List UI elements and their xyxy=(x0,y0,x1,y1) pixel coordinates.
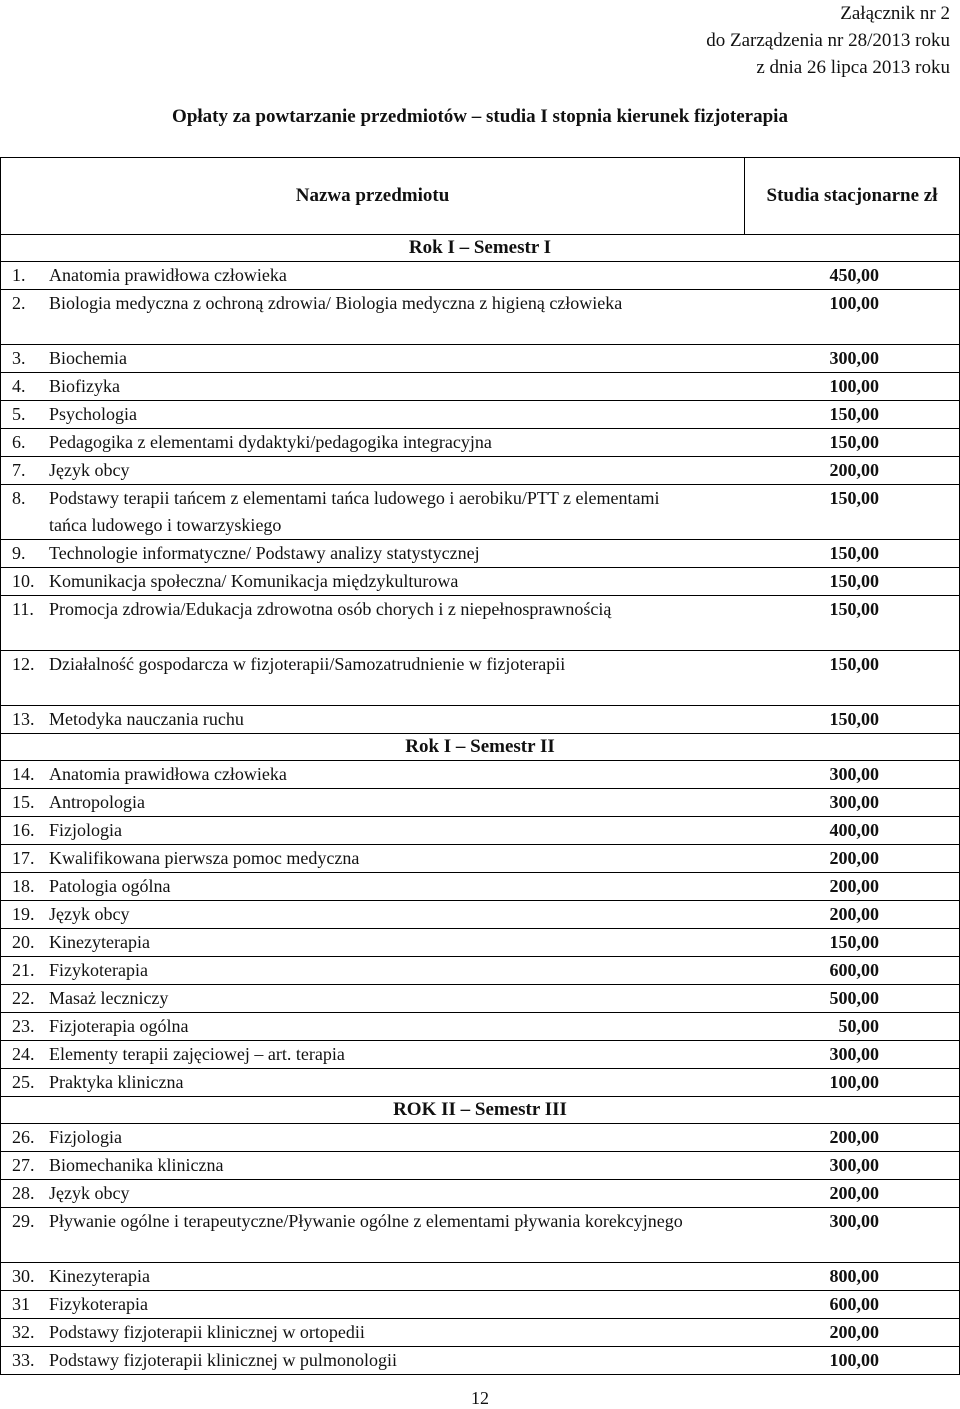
subject-cell xyxy=(1,1069,960,1097)
subject-fee: 150,00 xyxy=(829,709,879,729)
subject-fee: 50,00 xyxy=(838,1016,879,1036)
subject-name: Patologia ogólna xyxy=(49,876,171,896)
subject-fee: 300,00 xyxy=(829,348,879,368)
subject-number: 32. xyxy=(12,1322,35,1342)
subject-number: 24. xyxy=(12,1044,35,1064)
subject-fee: 300,00 xyxy=(829,1044,879,1064)
subject-cell xyxy=(1,873,960,901)
subject-name: Język obcy xyxy=(49,904,130,924)
subject-fee: 300,00 xyxy=(829,764,879,784)
table-row xyxy=(1,457,960,485)
section-title: ROK II – Semestr III xyxy=(1,1097,960,1124)
subject-fee: 200,00 xyxy=(829,848,879,868)
subject-cell xyxy=(1,429,960,457)
subject-fee: 200,00 xyxy=(829,460,879,480)
subject-fee: 100,00 xyxy=(829,1350,879,1370)
subject-number: 13. xyxy=(12,709,35,729)
subject-number: 21. xyxy=(12,960,35,980)
subject-number: 10. xyxy=(12,571,35,591)
subject-fee: 600,00 xyxy=(829,1294,879,1314)
column-header-fee: Studia stacjonarne zł xyxy=(745,158,960,235)
subject-number: 33. xyxy=(12,1350,35,1370)
subject-number: 12. xyxy=(12,654,35,674)
subject-name: Podstawy fizjoterapii klinicznej w pulmonologii xyxy=(49,1350,397,1370)
table-row xyxy=(1,1263,960,1291)
subject-name: Antropologia xyxy=(49,792,145,812)
table-row xyxy=(1,1180,960,1208)
subject-name: Pedagogika z elementami dydaktyki/pedagogika integracyjna xyxy=(49,432,492,452)
subject-cell xyxy=(1,845,960,873)
subject-number: 26. xyxy=(12,1127,35,1147)
section-header-row xyxy=(1,235,960,262)
subject-name: Podstawy terapii tańcem z elementami tańca ludowego i aerobiku/PTT z elementami tańca ludowego i towarzyskiego xyxy=(49,488,660,535)
subject-fee: 150,00 xyxy=(829,599,879,619)
subject-cell xyxy=(1,817,960,845)
table-row xyxy=(1,761,960,789)
subject-fee: 200,00 xyxy=(829,904,879,924)
subject-fee: 450,00 xyxy=(829,265,879,285)
table-row xyxy=(1,401,960,429)
subject-number: 29. xyxy=(12,1211,35,1231)
page-number: 12 xyxy=(471,1388,489,1408)
subject-fee: 100,00 xyxy=(829,376,879,396)
subject-cell xyxy=(1,373,960,401)
subject-fee: 200,00 xyxy=(829,876,879,896)
subject-number: 4. xyxy=(12,376,26,396)
subject-name: Działalność gospodarcza w fizjoterapii/Samozatrudnienie w fizjoterapii xyxy=(49,654,566,674)
table-row xyxy=(1,1347,960,1375)
subject-cell xyxy=(1,1319,960,1347)
subject-number: 23. xyxy=(12,1016,35,1036)
subject-fee: 600,00 xyxy=(829,960,879,980)
subject-name: Fizykoterapia xyxy=(49,960,148,980)
table-row xyxy=(1,345,960,373)
subject-number: 2. xyxy=(12,293,26,313)
subject-name: Promocja zdrowia/Edukacja zdrowotna osób chorych i z niepełnosprawnością xyxy=(49,599,612,619)
subject-name: Kinezyterapia xyxy=(49,932,150,952)
subject-number: 3. xyxy=(12,348,26,368)
subject-cell xyxy=(1,761,960,789)
subject-cell xyxy=(1,985,960,1013)
subject-cell xyxy=(1,345,960,373)
subject-number: 1. xyxy=(12,265,26,285)
table-row xyxy=(1,596,960,651)
subject-cell xyxy=(1,1152,960,1180)
table-row xyxy=(1,568,960,596)
table-row xyxy=(1,373,960,401)
subject-fee: 150,00 xyxy=(829,571,879,591)
subject-name: Psychologia xyxy=(49,404,137,424)
subject-cell xyxy=(1,651,960,706)
table-row xyxy=(1,1291,960,1319)
subject-number: 19. xyxy=(12,904,35,924)
section-title: Rok I – Semestr I xyxy=(1,235,960,262)
subject-name: Biomechanika kliniczna xyxy=(49,1155,224,1175)
table-row xyxy=(1,985,960,1013)
subject-cell xyxy=(1,1208,960,1263)
subject-name: Fizykoterapia xyxy=(49,1294,148,1314)
subject-name: Fizjoterapia ogólna xyxy=(49,1016,189,1036)
subject-number: 9. xyxy=(12,543,26,563)
subject-fee: 800,00 xyxy=(829,1266,879,1286)
table-row xyxy=(1,1319,960,1347)
subject-number: 7. xyxy=(12,460,26,480)
subject-number: 5. xyxy=(12,404,26,424)
table-row xyxy=(1,1124,960,1152)
subject-name: Komunikacja społeczna/ Komunikacja międzykulturowa xyxy=(49,571,459,591)
table-row xyxy=(1,651,960,706)
subject-cell xyxy=(1,568,960,596)
subject-cell xyxy=(1,1041,960,1069)
subject-name: Kinezyterapia xyxy=(49,1266,150,1286)
subject-fee: 200,00 xyxy=(829,1183,879,1203)
subject-cell xyxy=(1,457,960,485)
subject-name: Anatomia prawidłowa człowieka xyxy=(49,265,287,285)
subject-fee: 150,00 xyxy=(829,488,879,508)
subject-number: 30. xyxy=(12,1266,35,1286)
subject-number: 22. xyxy=(12,988,35,1008)
subject-fee: 300,00 xyxy=(829,1211,879,1231)
subject-fee: 300,00 xyxy=(829,1155,879,1175)
subject-number: 6. xyxy=(12,432,26,452)
table-row xyxy=(1,706,960,734)
subject-name: Masaż leczniczy xyxy=(49,988,169,1008)
subject-fee: 300,00 xyxy=(829,792,879,812)
subject-number: 15. xyxy=(12,792,35,812)
subject-fee: 200,00 xyxy=(829,1322,879,1342)
subject-number: 25. xyxy=(12,1072,35,1092)
fees-table-body xyxy=(1,158,960,1375)
subject-name: Fizjologia xyxy=(49,1127,122,1147)
table-row xyxy=(1,290,960,345)
subject-fee: 150,00 xyxy=(829,543,879,563)
subject-cell xyxy=(1,596,960,651)
subject-name: Język obcy xyxy=(49,460,130,480)
attachment-header xyxy=(706,0,950,81)
subject-name: Anatomia prawidłowa człowieka xyxy=(49,764,287,784)
subject-cell xyxy=(1,1180,960,1208)
table-row xyxy=(1,929,960,957)
table-row xyxy=(1,817,960,845)
column-header-name: Nazwa przedmiotu xyxy=(1,158,745,235)
subject-number: 16. xyxy=(12,820,35,840)
subject-cell xyxy=(1,706,960,734)
subject-fee: 200,00 xyxy=(829,1127,879,1147)
table-row xyxy=(1,429,960,457)
subject-cell xyxy=(1,1347,960,1375)
subject-fee: 150,00 xyxy=(829,654,879,674)
subject-name: Metodyka nauczania ruchu xyxy=(49,709,244,729)
subject-name: Kwalifikowana pierwsza pomoc medyczna xyxy=(49,848,360,868)
table-row xyxy=(1,789,960,817)
table-row xyxy=(1,1013,960,1041)
subject-number: 18. xyxy=(12,876,35,896)
table-row xyxy=(1,1069,960,1097)
subject-name: Podstawy fizjoterapii klinicznej w ortopedii xyxy=(49,1322,365,1342)
subject-name: Biochemia xyxy=(49,348,127,368)
subject-number: 8. xyxy=(12,488,26,508)
subject-number: 20. xyxy=(12,932,35,952)
subject-fee: 150,00 xyxy=(829,404,879,424)
subject-cell xyxy=(1,957,960,985)
subject-cell xyxy=(1,789,960,817)
table-row xyxy=(1,873,960,901)
section-title: Rok I – Semestr II xyxy=(1,734,960,761)
subject-fee: 500,00 xyxy=(829,988,879,1008)
subject-name: Elementy terapii zajęciowej – art. terapia xyxy=(49,1044,345,1064)
subject-name: Fizjologia xyxy=(49,820,122,840)
subject-cell xyxy=(1,901,960,929)
subject-number: 11. xyxy=(12,599,34,619)
attachment-number: Załącznik nr 2 xyxy=(840,3,950,24)
subject-number: 14. xyxy=(12,764,35,784)
table-row xyxy=(1,845,960,873)
subject-cell xyxy=(1,1291,960,1319)
subject-fee: 400,00 xyxy=(829,820,879,840)
subject-number: 31 xyxy=(12,1294,30,1314)
document-title: Opłaty za powtarzanie przedmiotów – studia I stopnia kierunek fizjoterapia xyxy=(172,106,788,127)
subject-fee: 100,00 xyxy=(829,1072,879,1092)
subject-cell xyxy=(1,1263,960,1291)
subject-number: 27. xyxy=(12,1155,35,1175)
table-row xyxy=(1,1152,960,1180)
subject-cell xyxy=(1,929,960,957)
table-row xyxy=(1,540,960,568)
table-row xyxy=(1,901,960,929)
subject-name: Praktyka kliniczna xyxy=(49,1072,184,1092)
subject-name: Technologie informatyczne/ Podstawy analizy statystycznej xyxy=(49,543,480,563)
subject-number: 28. xyxy=(12,1183,35,1203)
subject-fee: 100,00 xyxy=(829,293,879,313)
table-row xyxy=(1,1041,960,1069)
subject-cell xyxy=(1,262,960,290)
table-row xyxy=(1,957,960,985)
section-header-row xyxy=(1,1097,960,1124)
section-header-row xyxy=(1,734,960,761)
table-header-row xyxy=(1,158,960,235)
subject-fee: 150,00 xyxy=(829,432,879,452)
subject-name: Biologia medyczna z ochroną zdrowia/ Biologia medyczna z higieną człowieka xyxy=(49,293,623,313)
regulation-reference: do Zarządzenia nr 28/2013 roku xyxy=(706,30,950,51)
subject-cell xyxy=(1,1124,960,1152)
subject-name: Język obcy xyxy=(49,1183,130,1203)
subject-cell xyxy=(1,290,960,345)
table-row xyxy=(1,1208,960,1263)
subject-name: Biofizyka xyxy=(49,376,120,396)
subject-cell xyxy=(1,540,960,568)
fees-table xyxy=(0,157,960,1375)
subject-name: Pływanie ogólne i terapeutyczne/Pływanie ogólne z elementami pływania korekcyjnego xyxy=(49,1211,683,1231)
subject-cell xyxy=(1,1013,960,1041)
subject-cell xyxy=(1,485,960,540)
subject-fee: 150,00 xyxy=(829,932,879,952)
table-row xyxy=(1,262,960,290)
regulation-date: z dnia 26 lipca 2013 roku xyxy=(756,57,950,78)
subject-number: 17. xyxy=(12,848,35,868)
subject-cell xyxy=(1,401,960,429)
table-row xyxy=(1,485,960,540)
